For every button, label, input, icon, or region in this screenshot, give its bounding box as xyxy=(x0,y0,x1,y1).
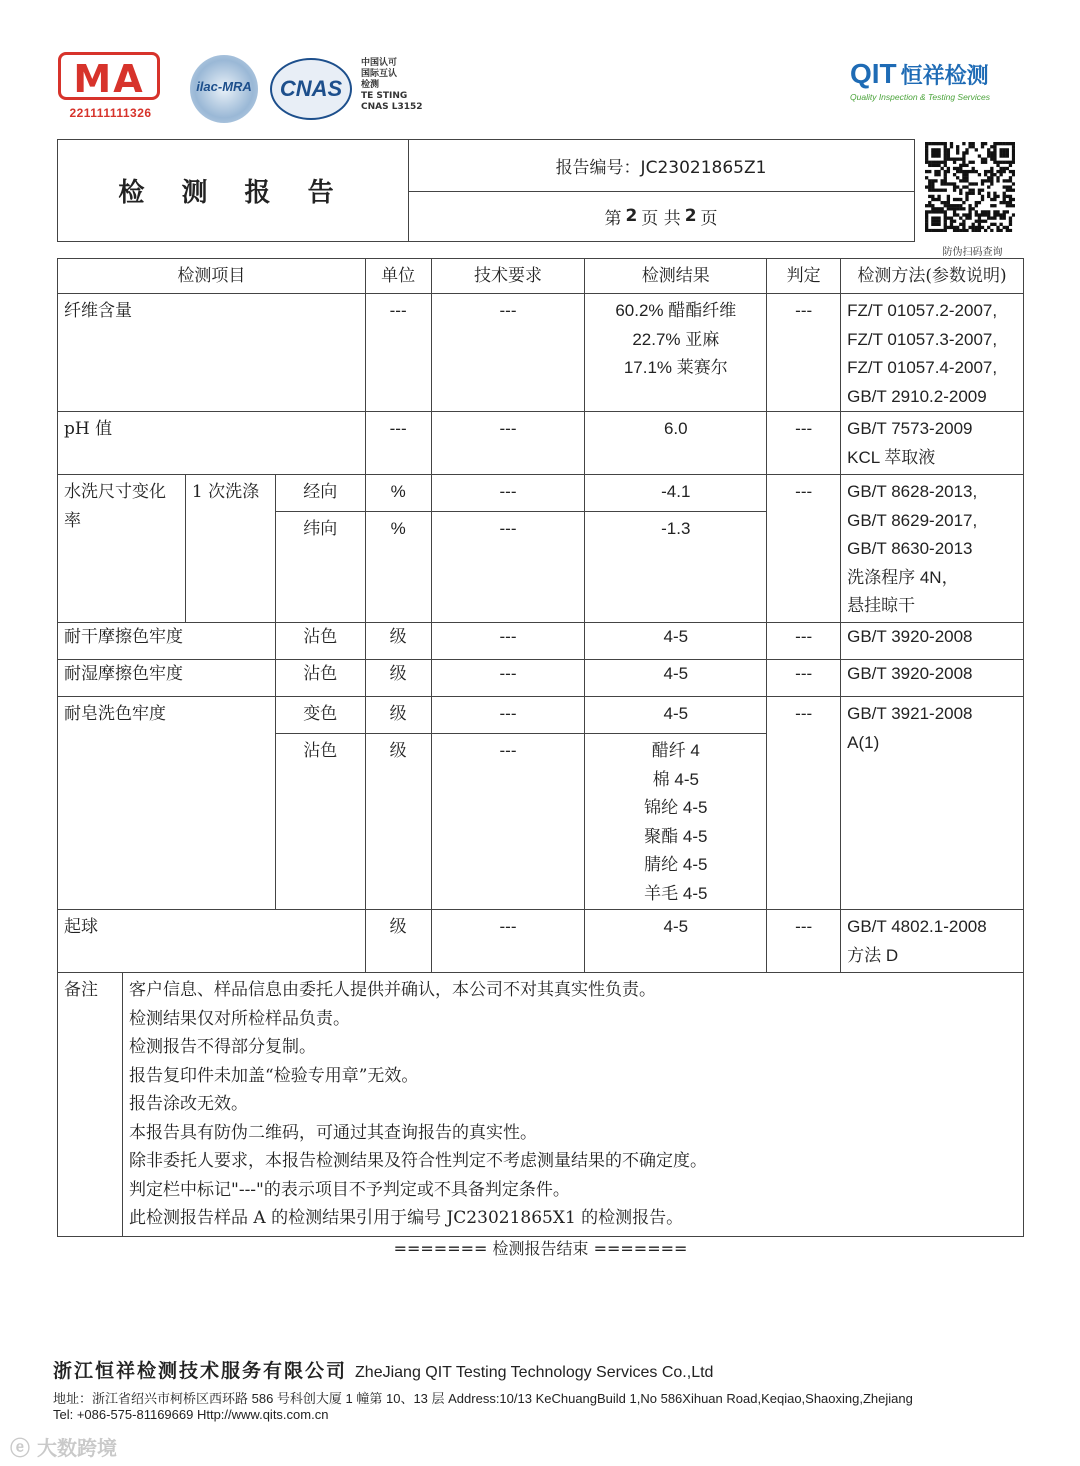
remarks-list xyxy=(123,973,1024,1236)
page-suffix: 页 xyxy=(700,208,718,229)
stain-result-line: 锦纶 4-5 xyxy=(644,798,708,817)
table-row xyxy=(58,697,1024,734)
dry-rub-unit: 级 xyxy=(365,623,431,660)
pilling-methods xyxy=(841,910,1024,973)
soap-change-result: 4-5 xyxy=(585,697,767,734)
method-line: A(1) xyxy=(847,732,880,752)
report-title: 检 测 报 告 xyxy=(58,140,409,241)
report-end-line: ======= 检测报告结束 ======= xyxy=(393,1239,688,1258)
stain-result-line: 棉 4-5 xyxy=(652,769,699,789)
soap-change-req: --- xyxy=(431,697,585,734)
ph-unit: --- xyxy=(365,412,431,475)
method-line: GB/T 7573-2009 xyxy=(847,419,973,438)
wet-rub-judge: --- xyxy=(767,660,841,697)
page-mid: 页 共 xyxy=(641,208,681,229)
wash-warp-result: -4.1 xyxy=(585,475,767,512)
remark-line: 检测结果仅对所检样品负责。 xyxy=(129,1008,350,1029)
dry-rub-method: GB/T 3920-2008 xyxy=(841,623,1024,660)
method-line: GB/T 4802.1-2008 xyxy=(847,917,987,936)
ph-methods xyxy=(841,412,1024,475)
wash-weft: 纬向 xyxy=(275,512,365,623)
pilling-judge: --- xyxy=(767,910,841,973)
weibo-icon: ⓔ xyxy=(10,1436,30,1460)
method-line: GB/T 3921-2008 xyxy=(847,704,973,723)
table-row xyxy=(58,294,1024,412)
qit-logo-cn: 恒祥检测 xyxy=(900,64,989,89)
method-line: FZ/T 01057.2-2007, xyxy=(847,301,998,320)
header-requirement: 技术要求 xyxy=(431,259,585,294)
wash-judge: --- xyxy=(767,475,841,623)
cnas-logo-text: CNAS xyxy=(279,76,343,101)
cnas-info-line: 中国认可 xyxy=(361,58,398,68)
remarks-cell xyxy=(58,973,1024,1237)
remark-line: 此检测报告样品 A 的检测结果引用于编号 JC23021865X1 的检测报告。 xyxy=(129,1208,684,1228)
cnas-accreditation-info xyxy=(361,58,423,113)
qr-caption: 防伪扫码查询 xyxy=(942,247,1003,258)
wash-cycles: 1 次洗涤 xyxy=(185,475,275,623)
wet-rub-sub: 沾色 xyxy=(275,660,365,697)
qit-logo-latin: QIT xyxy=(850,58,897,89)
cnas-logo xyxy=(270,58,352,120)
remark-line: 报告涂改无效。 xyxy=(129,1094,248,1114)
fiber-methods xyxy=(841,294,1024,412)
pilling-req: --- xyxy=(431,910,585,973)
table-row xyxy=(58,660,1024,697)
dry-rub-result: 4-5 xyxy=(585,623,767,660)
report-number: 报告编号：JC23021865Z1 xyxy=(408,140,914,192)
ph-item: pH 值 xyxy=(58,412,366,475)
ph-result: 6.0 xyxy=(585,412,767,475)
soap-stain-unit: 级 xyxy=(365,734,431,910)
company-name-cn: 浙江恒祥检测技术服务有限公司 xyxy=(53,1360,348,1382)
soap-stain: 沾色 xyxy=(275,734,365,910)
fiber-result-line: 22.7% 亚麻 xyxy=(632,329,720,349)
cnas-info-line: CNAS L3152 xyxy=(361,102,423,112)
qr-code-icon[interactable] xyxy=(925,142,1015,232)
page-total: 2 xyxy=(684,206,697,226)
remarks-table xyxy=(58,973,1023,1236)
dry-rub-item: 耐干摩擦色牢度 xyxy=(58,623,276,660)
wash-item: 水洗尺寸变化率 xyxy=(58,475,186,623)
wet-rub-req: --- xyxy=(431,660,585,697)
header-method: 检测方法(参数说明) xyxy=(841,259,1024,294)
wash-weft-req: --- xyxy=(431,512,585,623)
cma-logo xyxy=(58,52,163,127)
cnas-info-line: 国际互认 xyxy=(361,69,398,79)
cma-logo-text: MA xyxy=(73,57,145,101)
qit-logo-sub: Quality Inspection & Testing Services xyxy=(850,92,991,102)
dry-rub-judge: --- xyxy=(767,623,841,660)
fiber-results xyxy=(585,294,767,412)
qit-logo xyxy=(850,58,990,102)
ph-req: --- xyxy=(431,412,585,475)
wet-rub-item: 耐湿摩擦色牢度 xyxy=(58,660,276,697)
cnas-info-line: 检测 xyxy=(361,80,380,90)
report-header xyxy=(57,139,915,242)
pilling-item: 起球 xyxy=(58,910,366,973)
fiber-item: 纤维含量 xyxy=(58,294,366,412)
ph-judge: --- xyxy=(767,412,841,475)
fiber-req: --- xyxy=(431,294,585,412)
table-header-row xyxy=(58,259,1024,294)
method-line: GB/T 8629-2017, xyxy=(847,510,978,530)
dry-rub-sub: 沾色 xyxy=(275,623,365,660)
pilling-unit: 级 xyxy=(365,910,431,973)
header-unit: 单位 xyxy=(365,259,431,294)
remarks-label: 备注 xyxy=(58,973,123,1236)
method-line: KCL 萃取液 xyxy=(847,447,936,467)
table-row xyxy=(58,623,1024,660)
page-indicator xyxy=(408,191,914,241)
remarks-row xyxy=(58,973,1024,1237)
method-line: FZ/T 01057.4-2007, xyxy=(847,358,998,377)
cnas-info-line: TE STING xyxy=(361,91,408,101)
fiber-unit: --- xyxy=(365,294,431,412)
wash-weft-unit: % xyxy=(365,512,431,623)
method-line: GB/T 2910.2-2009 xyxy=(847,386,987,406)
stain-result-line: 聚酯 4-5 xyxy=(644,826,708,846)
dry-rub-req: --- xyxy=(431,623,585,660)
footer-contact: Tel: +086-575-81169669 Http://www.qits.com.cn xyxy=(53,1407,329,1422)
ilac-mra-logo xyxy=(190,55,258,123)
remark-line: 检测报告不得部分复制。 xyxy=(129,1037,316,1057)
footer-company xyxy=(53,1356,713,1383)
header-judgement: 判定 xyxy=(767,259,841,294)
wash-warp: 经向 xyxy=(275,475,365,512)
method-line: 洗涤程序 4N， xyxy=(847,567,959,587)
soap-item: 耐皂洗色牢度 xyxy=(58,697,276,910)
wash-warp-unit: % xyxy=(365,475,431,512)
remark-line: 判定栏中标记"---"的表示项目不予判定或不具备判定条件。 xyxy=(129,1179,570,1200)
table-row xyxy=(58,475,1024,512)
fiber-result-line: 60.2% 醋酯纤维 xyxy=(615,301,737,320)
results-table xyxy=(57,258,1024,1237)
pilling-result: 4-5 xyxy=(585,910,767,973)
method-line: FZ/T 01057.3-2007, xyxy=(847,329,998,349)
page-current: 2 xyxy=(625,206,638,226)
soap-change: 变色 xyxy=(275,697,365,734)
stain-result-line: 羊毛 4-5 xyxy=(644,883,708,903)
header-result: 检测结果 xyxy=(585,259,767,294)
soap-methods xyxy=(841,697,1024,910)
wash-methods xyxy=(841,475,1024,623)
footer-address: 地址：浙江省绍兴市柯桥区西环路 586 号科创大厦 1 幢第 10、13 层 Address:10/13 KeChuangBuild 1,No 586Xihuan Road,Keqiao,Shaoxing,Zhejiang xyxy=(53,1391,913,1406)
header-item: 检测项目 xyxy=(58,259,366,294)
soap-change-unit: 级 xyxy=(365,697,431,734)
wash-warp-req: --- xyxy=(431,475,585,512)
soap-stain-results xyxy=(585,734,767,910)
stain-result-line: 醋纤 4 xyxy=(651,741,700,760)
method-line: 方法 D xyxy=(847,945,899,965)
ilac-logo-text: ilac-MRA xyxy=(196,79,252,94)
soap-judge: --- xyxy=(767,697,841,910)
wet-rub-method: GB/T 3920-2008 xyxy=(841,660,1024,697)
wash-weft-result: -1.3 xyxy=(585,512,767,623)
soap-stain-req: --- xyxy=(431,734,585,910)
remark-line: 本报告具有防伪二维码，可通过其查询报告的真实性。 xyxy=(129,1122,537,1143)
wet-rub-unit: 级 xyxy=(365,660,431,697)
watermark-text: 大数跨境 xyxy=(36,1436,117,1460)
fiber-judge: --- xyxy=(767,294,841,412)
stain-result-line: 腈纶 4-5 xyxy=(644,855,708,874)
remark-line: 客户信息、样品信息由委托人提供并确认，本公司不对其真实性负责。 xyxy=(129,980,656,1000)
watermark-logo xyxy=(10,1432,117,1461)
remark-line: 报告复印件未加盖“检验专用章”无效。 xyxy=(129,1065,419,1086)
fiber-result-line: 17.1% 莱赛尔 xyxy=(623,358,728,377)
company-name-en: ZheJiang QIT Testing Technology Services Co.,Ltd xyxy=(355,1364,714,1381)
table-row xyxy=(58,412,1024,475)
page-prefix: 第 xyxy=(604,208,622,229)
wet-rub-result: 4-5 xyxy=(585,660,767,697)
cma-number: 221111111326 xyxy=(69,106,152,120)
remark-line: 除非委托人要求，本报告检测结果及符合性判定不考虑测量结果的不确定度。 xyxy=(129,1151,707,1171)
method-line: GB/T 8630-2013 xyxy=(847,539,973,558)
method-line: 悬挂晾干 xyxy=(847,596,916,615)
method-line: GB/T 8628-2013, xyxy=(847,482,978,501)
table-row xyxy=(58,910,1024,973)
